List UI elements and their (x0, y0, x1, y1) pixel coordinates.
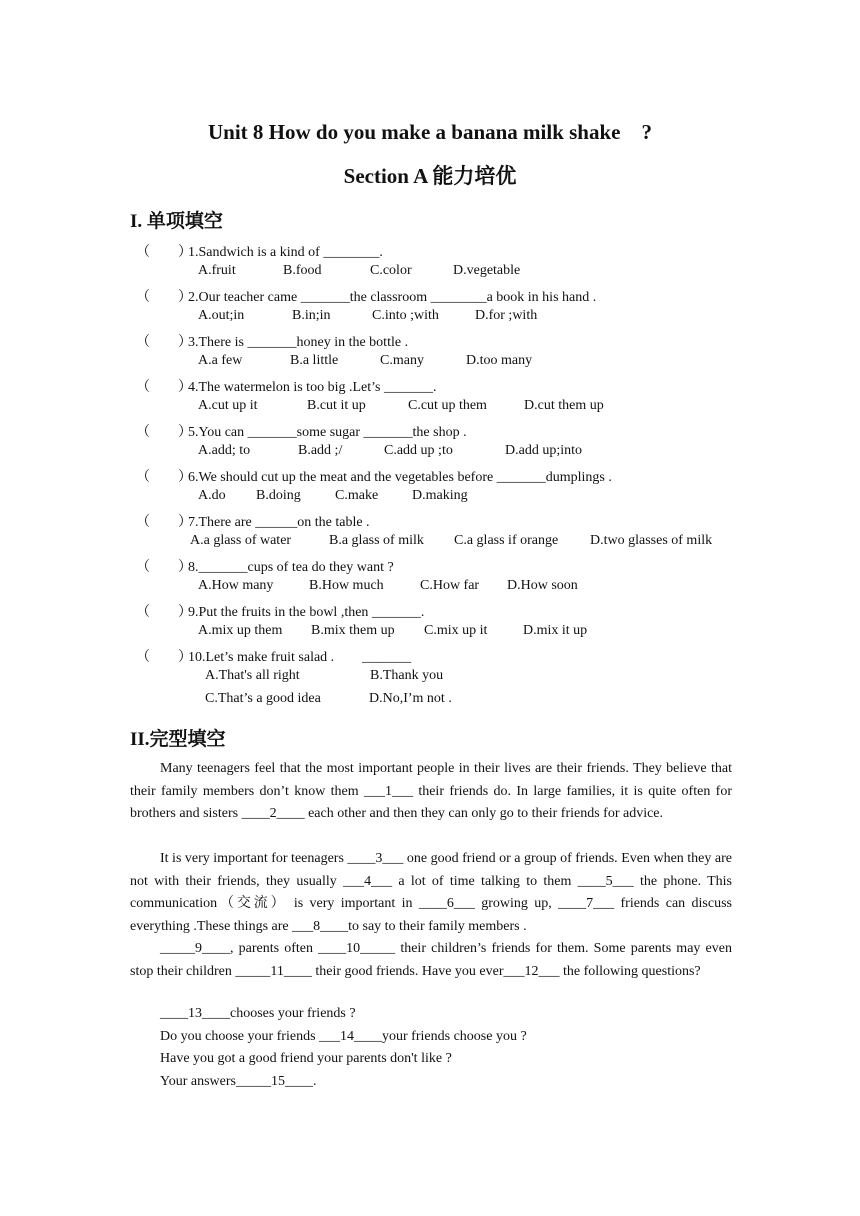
question-text: 5.You can _______some sugar _______the shop . (188, 425, 467, 440)
option-b[interactable]: B.add ;/ (298, 443, 343, 458)
page-title: Unit 8 How do you make a banana milk shake ? (207, 120, 652, 144)
answer-bracket[interactable]: （ ） (136, 380, 192, 395)
section-heading-cloze: II.完型填空 (130, 729, 226, 750)
cloze-line-1: ____13____chooses your friends ? (160, 1006, 356, 1021)
answer-bracket[interactable]: （ ） (136, 335, 192, 350)
answer-bracket[interactable]: （ ） (136, 470, 192, 485)
answer-bracket[interactable]: （ ） (136, 290, 192, 305)
question-stem (136, 646, 411, 666)
question-stem (136, 601, 424, 621)
option-a[interactable]: A.add; to (198, 443, 251, 458)
question-stem (136, 286, 596, 306)
option-c[interactable]: C.How far (420, 578, 480, 593)
option-a[interactable]: A.cut up it (198, 398, 258, 413)
cloze-line-3: Have you got a good friend your parents don't like ? (160, 1051, 452, 1066)
option-d[interactable]: D.mix it up (523, 623, 588, 638)
cloze-paragraph-2: It is very important for teenagers ____3___ one good friend or a group of friends. Even when they are not with their friends, they usually ___4___ a lot of time talking to them ____5___ the phone. This communication（交流） is very important in ____6___ growing up, ____7___ friends can discuss everything .These things are ___8____to say to their family members . (130, 851, 732, 934)
option-a[interactable]: A.out;in (198, 308, 245, 323)
option-b[interactable]: B.mix them up (311, 623, 395, 638)
question-stem (136, 556, 394, 576)
option-c[interactable]: C.many (380, 353, 424, 368)
option-c[interactable]: C.add up ;to (384, 443, 453, 458)
option-a[interactable]: A.a few (198, 353, 243, 368)
question-text: 10.Let’s make fruit salad . _______ (188, 650, 412, 665)
option-d[interactable]: D.cut them up (524, 398, 604, 413)
question-stem (136, 376, 436, 396)
option-b[interactable]: B.doing (256, 488, 301, 503)
question-text: 7.There are ______on the table . (188, 515, 370, 530)
option-d[interactable]: D.for ;with (475, 308, 538, 323)
option-c[interactable]: C.color (370, 263, 412, 278)
question-text: 8._______cups of tea do they want ? (188, 560, 394, 575)
option-d[interactable]: D.making (412, 488, 468, 503)
option-d[interactable]: D.too many (466, 353, 533, 368)
option-b[interactable]: B.food (283, 263, 322, 278)
option-a[interactable]: A.fruit (198, 263, 236, 278)
option-b[interactable]: B.Thank you (370, 668, 444, 683)
question-text: 3.There is _______honey in the bottle . (188, 335, 409, 350)
question-text: 6.We should cut up the meat and the vegetables before _______dumplings . (188, 470, 612, 485)
option-a[interactable]: A.That's all right (205, 668, 300, 683)
option-c[interactable]: C.into ;with (372, 308, 439, 323)
option-b[interactable]: B.a glass of milk (329, 533, 424, 548)
option-d[interactable]: D.add up;into (505, 443, 582, 458)
option-c[interactable]: C.a glass if orange (454, 533, 559, 548)
answer-bracket[interactable]: （ ） (136, 560, 192, 575)
option-a[interactable]: A.a glass of water (190, 533, 292, 548)
option-d[interactable]: D.How soon (507, 578, 578, 593)
question-stem (136, 241, 383, 261)
section-heading-multiple-choice: I. 单项填空 (130, 211, 223, 232)
answer-bracket[interactable]: （ ） (136, 515, 192, 530)
option-d[interactable]: D.vegetable (453, 263, 521, 278)
option-b[interactable]: B.in;in (292, 308, 331, 323)
question-text: 1.Sandwich is a kind of ________. (188, 245, 383, 260)
option-d[interactable]: D.two glasses of milk (590, 533, 713, 548)
answer-bracket[interactable]: （ ） (136, 650, 192, 665)
question-text: 4.The watermelon is too big .Let’s _______. (188, 380, 437, 395)
cloze-line-4: Your answers_____15____. (160, 1074, 317, 1089)
cloze-line-2: Do you choose your friends ___14____your friends choose you ? (160, 1029, 527, 1044)
question-stem (136, 466, 612, 486)
question-stem (136, 331, 408, 351)
option-c[interactable]: C.That’s a good idea (205, 691, 321, 706)
option-c[interactable]: C.make (335, 488, 379, 503)
option-d[interactable]: D.No,I’m not . (369, 691, 452, 706)
option-b[interactable]: B.How much (309, 578, 384, 593)
question-text: 9.Put the fruits in the bowl ,then _______. (188, 605, 425, 620)
option-b[interactable]: B.a little (290, 353, 339, 368)
answer-bracket[interactable]: （ ） (136, 425, 192, 440)
option-c[interactable]: C.cut up them (408, 398, 487, 413)
question-text: 2.Our teacher came _______the classroom ________a book in his hand . (188, 290, 597, 305)
page-subtitle: Section A 能力培优 (343, 164, 517, 188)
option-b[interactable]: B.cut it up (307, 398, 366, 413)
option-a[interactable]: A.How many (198, 578, 274, 593)
option-a[interactable]: A.mix up them (198, 623, 283, 638)
cloze-paragraph-1: Many teenagers feel that the most important people in their lives are their friends. They believe that their family members don’t know them ___1___ their friends do. In large families, it is quite often for brothers and sisters ____2____ each other and then they can only go to their friends for advice. (130, 761, 732, 821)
cloze-paragraph-3: _____9____, parents often ____10_____ their children’s friends for them. Some parents may even stop their children _____11____ their good friends. Have you ever___12___ the following questions? (130, 941, 732, 979)
question-stem (136, 421, 467, 441)
option-a[interactable]: A.do (198, 488, 226, 503)
question-stem (136, 511, 370, 531)
answer-bracket[interactable]: （ ） (136, 605, 192, 620)
answer-bracket[interactable]: （ ） (136, 245, 192, 260)
option-c[interactable]: C.mix up it (424, 623, 488, 638)
